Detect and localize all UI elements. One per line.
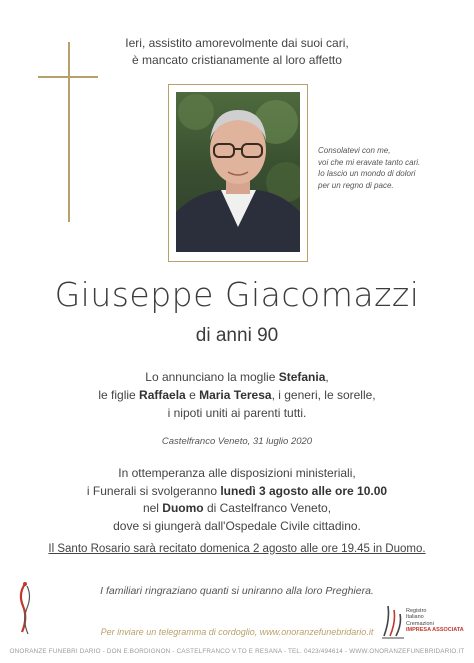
deceased-age: di anni 90: [195, 325, 279, 346]
funeral-text: i Funerali si svolgeranno: [86, 483, 221, 498]
announce-line-2: [0, 386, 474, 404]
portrait-frame: [168, 84, 308, 262]
intro-line-2: è mancato cristianamente al loro affetto: [132, 53, 342, 67]
announce-text: ,: [325, 370, 329, 384]
rosary-notice: [0, 543, 474, 555]
registry-logo-line: Italiano: [406, 614, 424, 621]
funeral-line-1: In ottemperanza alle disposizioni ministeriali,: [118, 466, 356, 480]
announcement: [0, 368, 474, 422]
thanks-text: I familiari ringraziano quanti si uniranno alla loro Preghiera.: [100, 585, 374, 597]
funeral-info: [0, 465, 474, 535]
announce-text: e: [185, 388, 200, 402]
quote-line-3: Io lascio un mondo di dolori: [318, 169, 416, 178]
church-name: Duomo: [162, 501, 204, 515]
registry-logo-line: Registro: [406, 608, 427, 614]
cross-vertical: [68, 42, 70, 222]
cross-horizontal: [38, 76, 98, 78]
funeral-line-3: [0, 500, 474, 518]
intro-text: [0, 35, 474, 69]
registry-logo-line: Cremazioni: [406, 620, 434, 627]
announce-text: le figlie: [98, 388, 140, 402]
deceased-name: Giuseppe Giacomazzi: [54, 275, 420, 314]
quote-line-4: per un regno di pace.: [318, 180, 394, 190]
quote-line-1: Consolatevi con me,: [318, 146, 391, 155]
intro-line-1: Ieri, assistito amorevolmente dai suoi cari,: [125, 36, 349, 50]
rosary-text: Il Santo Rosario sarà recitato domenica 2 agosto alle ore 19.45 in Duomo.: [48, 543, 426, 555]
funeral-line-2: [0, 483, 474, 501]
registry-logo-subtitle: IMPRESA ASSOCIATA: [406, 626, 464, 633]
daughter-name: Maria Teresa: [199, 388, 272, 402]
place-date: Castelfranco Veneto, 31 luglio 2020: [161, 436, 313, 447]
portrait-photo: [176, 92, 300, 252]
telegram-link[interactable]: Per inviare un telegramma di cordoglio, www.onoranzefunebridario.it: [100, 627, 374, 637]
wife-name: Stefania: [278, 370, 326, 384]
announce-text: Lo annunciano la moglie: [145, 370, 279, 384]
announce-text: , i generi, le sorelle,: [271, 388, 376, 402]
funeral-text: di Castelfranco Veneto,: [203, 501, 332, 515]
funeral-line-4: dove si giungerà dall'Ospedale Civile cittadino.: [113, 518, 361, 533]
funeral-datetime: lunedì 3 agosto alle ore 10.00: [220, 483, 388, 498]
announce-line-3: i nipoti uniti ai parenti tutti.: [167, 406, 307, 420]
announce-line-1: [0, 368, 474, 386]
quote-line-2: voi che mi eravate tanto cari.: [318, 157, 421, 167]
registro-cremazioni-logo: [380, 596, 472, 646]
footer-text: ONORANZE FUNEBRI DARIO - DON E.BORDIGNON - CASTELFRANCO V.TO E RESANA - TEL. 0423/494614 - WWW.ONORANZEFUNEBRIDARIO.IT: [9, 648, 465, 655]
poem-quote: [318, 145, 468, 191]
funeral-text: nel: [142, 501, 163, 515]
daughter-name: Raffaela: [139, 388, 186, 402]
